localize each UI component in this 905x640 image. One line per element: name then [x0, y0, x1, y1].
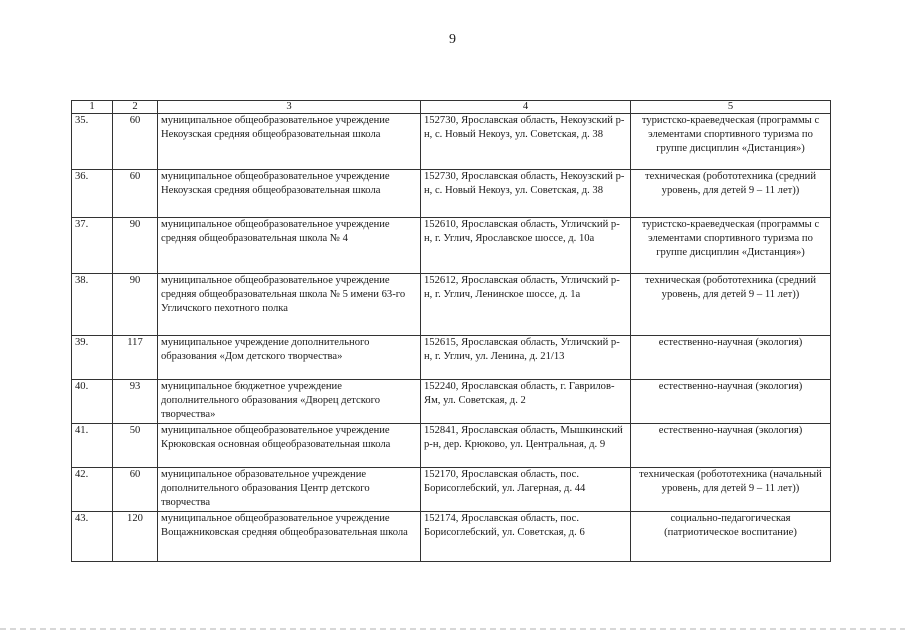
- row-count: 60: [113, 170, 158, 218]
- table-row: [72, 336, 831, 380]
- table-header-row: [72, 101, 831, 114]
- row-number: 43.: [72, 512, 113, 562]
- row-number: 36.: [72, 170, 113, 218]
- institutions-table: [71, 100, 831, 562]
- program-direction: естественно-научная (экология): [631, 424, 831, 468]
- header-col-4: 4: [421, 101, 631, 114]
- institution-name: муниципальное учреждение дополнительного образования «Дом детского творчества»: [158, 336, 421, 380]
- row-number: 40.: [72, 380, 113, 424]
- row-count: 117: [113, 336, 158, 380]
- institution-address: 152240, Ярославская область, г. Гаврилов-Ям, ул. Советская, д. 2: [421, 380, 631, 424]
- row-count: 60: [113, 468, 158, 512]
- program-direction: техническая (робототехника (средний уровень, для детей 9 – 11 лет)): [631, 170, 831, 218]
- page-number: 9: [449, 32, 456, 47]
- row-number: 42.: [72, 468, 113, 512]
- header-col-5: 5: [631, 101, 831, 114]
- institution-name: муниципальное общеобразовательное учреждение Некоузская средняя общеобразовательная школа: [158, 114, 421, 170]
- row-number: 35.: [72, 114, 113, 170]
- institution-address: 152612, Ярославская область, Угличский р-н, г. Углич, Ленинское шоссе, д. 1а: [421, 274, 631, 336]
- program-direction: туристско-краеведческая (программы с элементами спортивного туризма по группе дисциплин «Дистанция»): [631, 218, 831, 274]
- institution-address: 152730, Ярославская область, Некоузский р-н, с. Новый Некоуз, ул. Советская, д. 38: [421, 114, 631, 170]
- header-col-1: 1: [72, 101, 113, 114]
- row-number: 41.: [72, 424, 113, 468]
- row-count: 93: [113, 380, 158, 424]
- program-direction: естественно-научная (экология): [631, 336, 831, 380]
- institution-name: муниципальное общеобразовательное учреждение Крюковская основная общеобразовательная школа: [158, 424, 421, 468]
- institution-address: 152174, Ярославская область, пос. Борисоглебский, ул. Советская, д. 6: [421, 512, 631, 562]
- row-count: 90: [113, 274, 158, 336]
- institution-name: муниципальное общеобразовательное учреждение Вощажниковская средняя общеобразовательная школа: [158, 512, 421, 562]
- scan-artifact-line: [0, 628, 905, 630]
- institution-name: муниципальное общеобразовательное учреждение Некоузская средняя общеобразовательная школа: [158, 170, 421, 218]
- table-row: [72, 274, 831, 336]
- table-row: [72, 424, 831, 468]
- header-col-2: 2: [113, 101, 158, 114]
- row-count: 120: [113, 512, 158, 562]
- row-number: 39.: [72, 336, 113, 380]
- program-direction: социально-педагогическая (патриотическое воспитание): [631, 512, 831, 562]
- program-direction: естественно-научная (экология): [631, 380, 831, 424]
- table-row: [72, 468, 831, 512]
- table-row: [72, 380, 831, 424]
- table-row: [72, 114, 831, 170]
- institution-name: муниципальное бюджетное учреждение дополнительного образования «Дворец детского творчества»: [158, 380, 421, 424]
- institution-name: муниципальное общеобразовательное учреждение средняя общеобразовательная школа № 4: [158, 218, 421, 274]
- row-count: 60: [113, 114, 158, 170]
- program-direction: техническая (робототехника (средний уровень, для детей 9 – 11 лет)): [631, 274, 831, 336]
- table-row: [72, 218, 831, 274]
- table-row: [72, 512, 831, 562]
- program-direction: техническая (робототехника (начальный уровень, для детей 9 – 11 лет)): [631, 468, 831, 512]
- program-direction: туристско-краеведческая (программы с элементами спортивного туризма по группе дисциплин «Дистанция»): [631, 114, 831, 170]
- row-count: 50: [113, 424, 158, 468]
- header-col-3: 3: [158, 101, 421, 114]
- institution-address: 152170, Ярославская область, пос. Борисоглебский, ул. Лагерная, д. 44: [421, 468, 631, 512]
- institution-address: 152610, Ярославская область, Угличский р-н, г. Углич, Ярославское шоссе, д. 10а: [421, 218, 631, 274]
- row-number: 38.: [72, 274, 113, 336]
- institution-name: муниципальное образовательное учреждение дополнительного образования Центр детского творчества: [158, 468, 421, 512]
- row-number: 37.: [72, 218, 113, 274]
- institution-address: 152615, Ярославская область, Угличский р-н, г. Углич, ул. Ленина, д. 21/13: [421, 336, 631, 380]
- institution-address: 152841, Ярославская область, Мышкинский р-н, дер. Крюково, ул. Центральная, д. 9: [421, 424, 631, 468]
- row-count: 90: [113, 218, 158, 274]
- institution-address: 152730, Ярославская область, Некоузский р-н, с. Новый Некоуз, ул. Советская, д. 38: [421, 170, 631, 218]
- table-row: [72, 170, 831, 218]
- institution-name: муниципальное общеобразовательное учреждение средняя общеобразовательная школа № 5 имени 63-го Угличского пехотного полка: [158, 274, 421, 336]
